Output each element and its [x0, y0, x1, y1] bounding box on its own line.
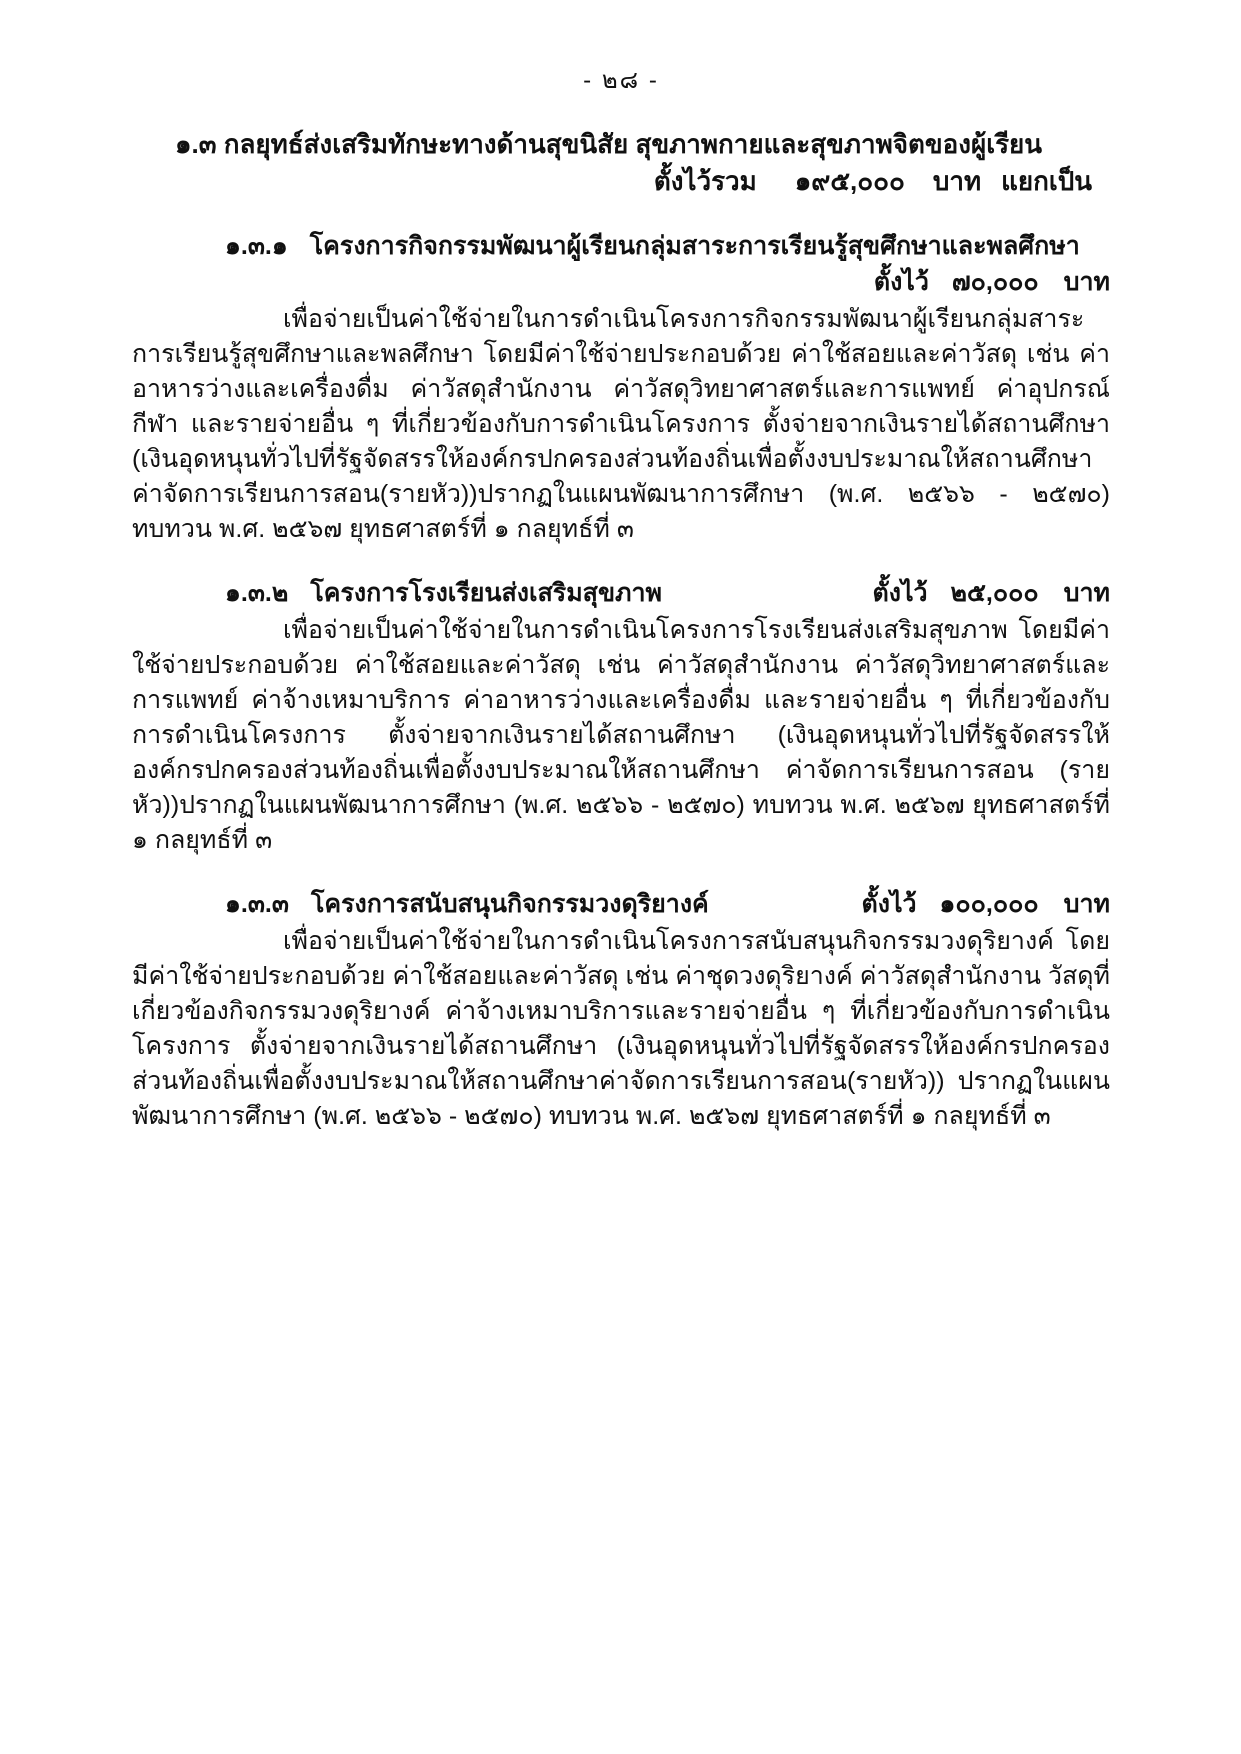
- subsection-1-3-1-body: เพื่อจ่ายเป็นค่าใช้จ่ายในการดำเนินโครงการกิจกรรมพัฒนาผู้เรียนกลุ่มสาระการเรียนรู้สุขศึกษาและพลศึกษา โดยมีค่าใช้จ่ายประกอบด้วย ค่าใช้สอยและค่าวัสดุ เช่น ค่าอาหารว่างและเครื่องดื่ม ค่าวัสดุสำนักงาน ค่าวัสดุวิทยาศาสตร์และการแพทย์ ค่าอุปกรณ์กีฬา และรายจ่ายอื่น ๆ ที่เกี่ยวข้องกับการดำเนินโครงการ ตั้งจ่ายจากเงินรายได้สถานศึกษา (เงินอุดหนุนทั่วไปที่รัฐจัดสรรให้องค์กรปกครองส่วนท้องถิ่นเพื่อตั้งงบประมาณให้สถานศึกษา ค่าจัดการเรียนการสอน(รายหัว))ปรากฏในแผนพัฒนาการศึกษา (พ.ศ. ๒๕๖๖ - ๒๕๗๐) ทบทวน พ.ศ. ๒๕๖๗ ยุทธศาสตร์ที่ ๑ กลยุทธ์ที่ ๓: [132, 305, 1110, 543]
- amount-value: ๒๕,๐๐๐: [950, 579, 1039, 607]
- subsection-1-3-2-amount: [873, 575, 1110, 611]
- subsection-1-3-1-amount-line: [132, 264, 1110, 300]
- subsection-title: โครงการโรงเรียนส่งเสริมสุขภาพ: [310, 579, 663, 607]
- subsection-1-3-2-heading: [132, 575, 1110, 611]
- total-label: ตั้งไว้รวม: [653, 166, 757, 196]
- subsection-1-3-3: [132, 886, 1110, 1134]
- subsection-number: ๑.๓.๒: [225, 579, 289, 607]
- page-number: - ๒๘ -: [583, 67, 659, 94]
- section-1-3-total-line: [132, 162, 1110, 200]
- total-suffix: แยกเป็น: [1001, 166, 1092, 196]
- subsection-1-3-1: [132, 228, 1110, 547]
- subsection-1-3-1-heading: [132, 228, 1110, 264]
- amount-unit: บาท: [1063, 890, 1110, 918]
- set-label: ตั้งไว้: [873, 268, 929, 296]
- subsection-1-3-2: [132, 575, 1110, 858]
- total-amount: ๑๙๕,๐๐๐: [794, 166, 905, 196]
- total-unit: บาท: [932, 166, 982, 196]
- amount-value: ๗๐,๐๐๐: [951, 268, 1039, 296]
- subsection-1-3-2-body: เพื่อจ่ายเป็นค่าใช้จ่ายในการดำเนินโครงการโรงเรียนส่งเสริมสุขภาพ โดยมีค่าใช้จ่ายประกอบด้วย ค่าใช้สอยและค่าวัสดุ เช่น ค่าวัสดุสำนักงาน ค่าวัสดุวิทยาศาสตร์และการแพทย์ ค่าจ้างเหมาบริการ ค่าอาหารว่างและเครื่องดื่ม และรายจ่ายอื่น ๆ ที่เกี่ยวข้องกับการดำเนินโครงการ ตั้งจ่ายจากเงินรายได้สถานศึกษา (เงินอุดหนุนทั่วไปที่รัฐจัดสรรให้องค์กรปกครองส่วนท้องถิ่นเพื่อตั้งงบประมาณให้สถานศึกษา ค่าจัดการเรียนการสอน (รายหัว))ปรากฏในแผนพัฒนาการศึกษา (พ.ศ. ๒๕๖๖ - ๒๕๗๐) ทบทวน พ.ศ. ๒๕๖๗ ยุทธศาสตร์ที่ ๑ กลยุทธ์ที่ ๓: [132, 616, 1110, 854]
- subsection-1-3-3-amount: [862, 886, 1110, 922]
- amount-unit: บาท: [1063, 579, 1110, 607]
- section-1-3-title: ๑.๓ กลยุทธ์ส่งเสริมทักษะทางด้านสุขนิสัย สุขภาพกายและสุขภาพจิตของผู้เรียน: [175, 129, 1043, 159]
- set-label: ตั้งไว้: [861, 890, 917, 918]
- amount-value: ๑๐๐,๐๐๐: [939, 890, 1039, 918]
- subsection-title: โครงการกิจกรรมพัฒนาผู้เรียนกลุ่มสาระการเรียนรู้สุขศึกษาและพลศึกษา: [309, 232, 1080, 260]
- subsection-1-3-3-heading: [132, 886, 1110, 922]
- amount-unit: บาท: [1063, 268, 1110, 296]
- subsection-number: ๑.๓.๑: [225, 232, 288, 260]
- subsection-1-3-3-body: เพื่อจ่ายเป็นค่าใช้จ่ายในการดำเนินโครงการสนับสนุนกิจกรรมวงดุริยางค์ โดยมีค่าใช้จ่ายประกอบด้วย ค่าใช้สอยและค่าวัสดุ เช่น ค่าชุดวงดุริยางค์ ค่าวัสดุสำนักงาน วัสดุที่เกี่ยวข้องกิจกรรมวงดุริยางค์ ค่าจ้างเหมาบริการและรายจ่ายอื่น ๆ ที่เกี่ยวข้องกับการดำเนินโครงการ ตั้งจ่ายจากเงินรายได้สถานศึกษา (เงินอุดหนุนทั่วไปที่รัฐจัดสรรให้องค์กรปกครองส่วนท้องถิ่นเพื่อตั้งงบประมาณให้สถานศึกษาค่าจัดการเรียนการสอน(รายหัว)) ปรากฏในแผนพัฒนาการศึกษา (พ.ศ. ๒๕๖๖ - ๒๕๗๐) ทบทวน พ.ศ. ๒๕๖๗ ยุทธศาสตร์ที่ ๑ กลยุทธ์ที่ ๓: [132, 927, 1110, 1130]
- set-label: ตั้งไว้: [872, 579, 928, 607]
- subsection-number: ๑.๓.๓: [225, 890, 289, 918]
- subsection-title: โครงการสนับสนุนกิจกรรมวงดุริยางค์: [310, 890, 709, 918]
